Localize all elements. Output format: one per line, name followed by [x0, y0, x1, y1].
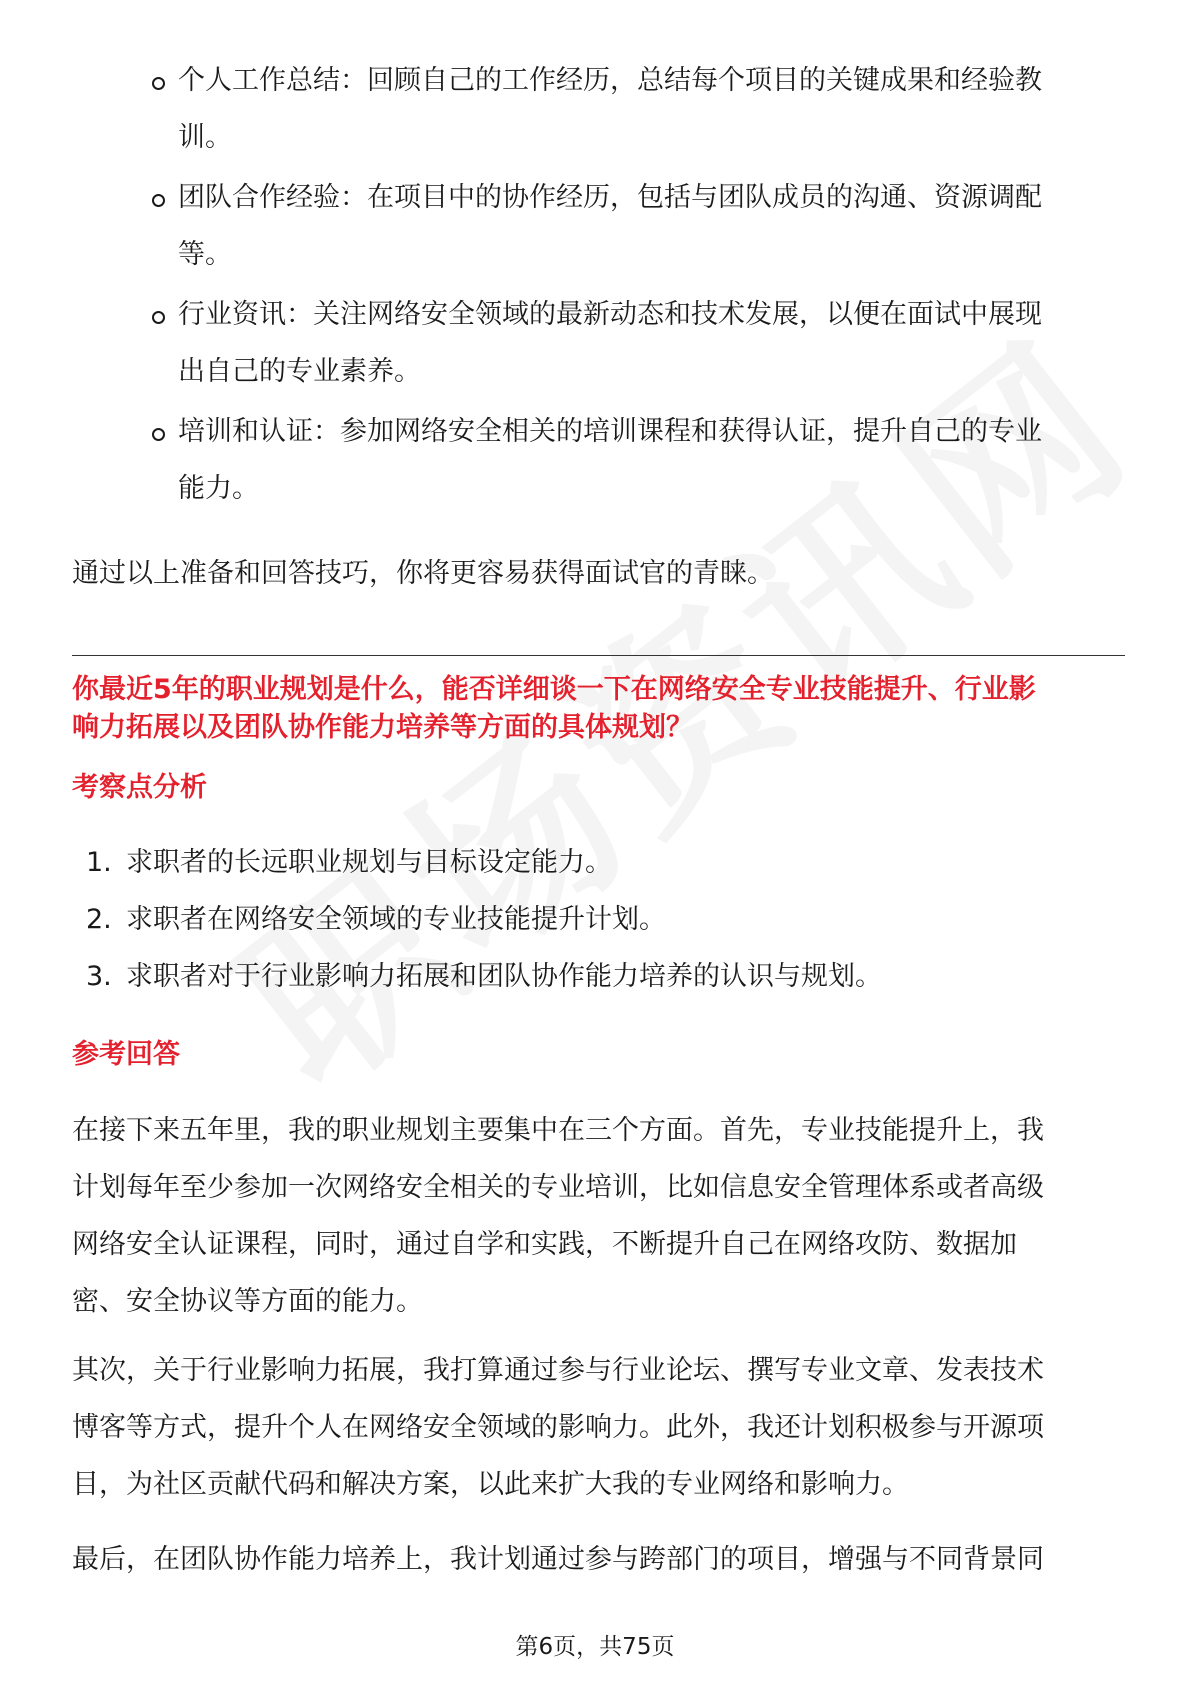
bullet-line: 行业资讯：关注网络安全领域的最新动态和技术发展，以便在面试中展现: [178, 299, 1042, 330]
answer-line: 计划每年至少参加一次网络安全相关的专业培训，比如信息安全管理体系或者高级: [72, 1172, 1044, 1203]
answer-line: 博客等方式，提升个人在网络安全领域的影响力。此外，我还计划积极参与开源项: [72, 1412, 1044, 1443]
answer-line: 密、安全协议等方面的能力。: [72, 1286, 423, 1317]
analysis-heading: 考察点分析: [72, 772, 207, 803]
bullet-item: [150, 403, 1110, 517]
bullet-item: [150, 286, 1110, 400]
bullet-line: 出自己的专业素养。: [178, 356, 421, 387]
answer-line: 其次，关于行业影响力拓展，我打算通过参与行业论坛、撰写专业文章、发表技术: [72, 1355, 1044, 1386]
answer-line: 网络安全认证课程，同时，通过自学和实践，不断提升自己在网络攻防、数据加: [72, 1229, 1017, 1260]
answer-heading: 参考回答: [72, 1039, 180, 1070]
answer-paragraph: [72, 1531, 1122, 1588]
answer-line: 在接下来五年里，我的职业规划主要集中在三个方面。首先，专业技能提升上，我: [72, 1115, 1044, 1146]
bullet-line: 能力。: [178, 473, 259, 504]
answer-paragraph: [72, 1342, 1122, 1513]
bullet-line: 个人工作总结：回顾自己的工作经历，总结每个项目的关键成果和经验教: [178, 65, 1042, 96]
summary-paragraph: 通过以上准备和回答技巧，你将更容易获得面试官的青睐。: [72, 558, 774, 589]
point-text: 求职者的长远职业规划与目标设定能力。: [126, 847, 612, 878]
answer-line: 最后，在团队协作能力培养上，我计划通过参与跨部门的项目，增强与不同背景同: [72, 1544, 1044, 1575]
preparation-bullet-list: [150, 52, 1110, 520]
question-line: 你最近5年的职业规划是什么，能否详细谈一下在网络安全专业技能提升、行业影: [72, 674, 1036, 705]
question-line: 响力拓展以及团队协作能力培养等方面的具体规划？: [72, 712, 693, 743]
analysis-point: [72, 834, 1122, 891]
page-number: 第6页，共75页: [515, 1634, 675, 1660]
analysis-point-list: [72, 834, 1122, 1005]
bullet-item: [150, 169, 1110, 283]
point-text: 求职者在网络安全领域的专业技能提升计划。: [126, 904, 666, 935]
answer-line: 目，为社区贡献代码和解决方案，以此来扩大我的专业网络和影响力。: [72, 1469, 909, 1500]
point-number: 1.: [86, 847, 112, 878]
bullet-line: 训。: [178, 122, 232, 153]
analysis-point: [72, 948, 1122, 1005]
analysis-point: [72, 891, 1122, 948]
question-heading: [72, 671, 1122, 747]
answer-paragraph: [72, 1102, 1122, 1330]
bullet-line: 等。: [178, 239, 232, 270]
point-number: 2.: [86, 904, 112, 935]
point-text: 求职者对于行业影响力拓展和团队协作能力培养的认识与规划。: [126, 961, 882, 992]
bullet-item: [150, 52, 1110, 166]
bullet-line: 团队合作经验：在项目中的协作经历，包括与团队成员的沟通、资源调配: [178, 182, 1042, 213]
point-number: 3.: [86, 961, 112, 992]
bullet-line: 培训和认证：参加网络安全相关的培训课程和获得认证，提升自己的专业: [178, 416, 1042, 447]
section-divider: [72, 655, 1125, 656]
